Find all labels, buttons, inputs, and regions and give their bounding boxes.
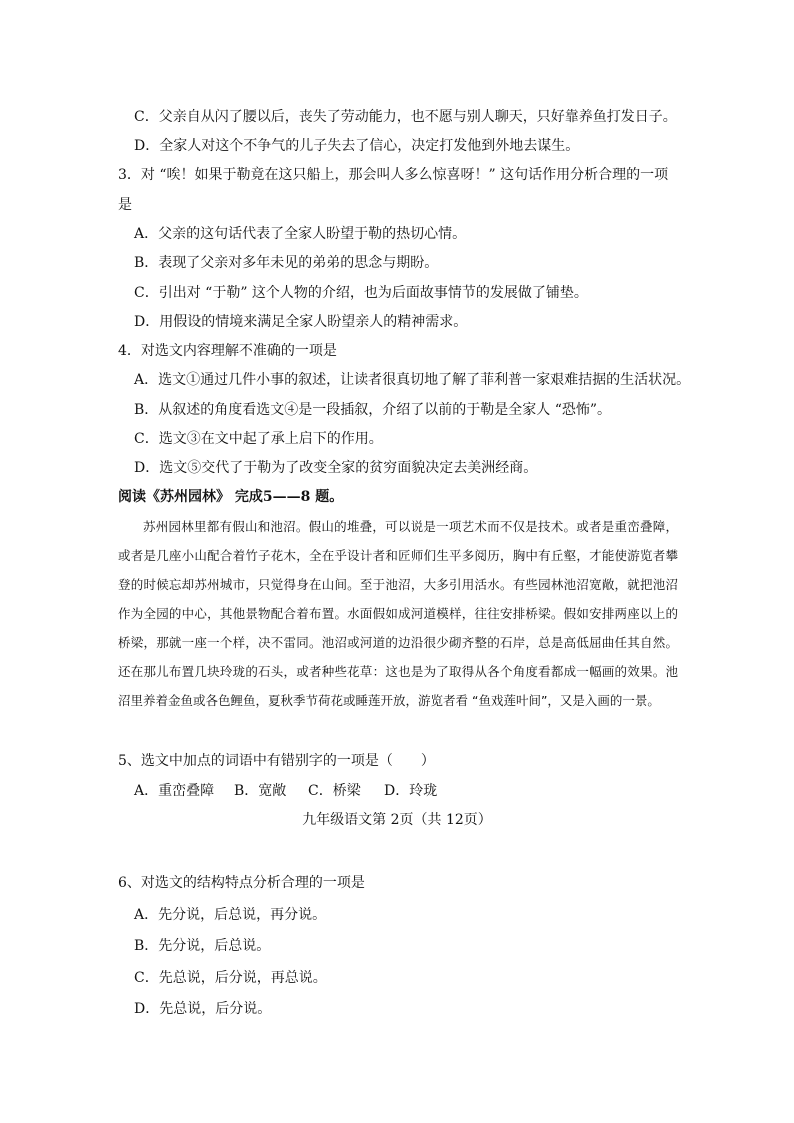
- passage: [118, 512, 678, 715]
- q6-option-c: C．先总说，后分说，再总说。: [134, 970, 327, 986]
- q4-option-b: B．从叙述的角度看选文④是一段插叙，介绍了以前的于勒是全家人 “恐怖”。: [134, 402, 612, 418]
- q6-option-a: A．先分说，后总说，再分说。: [134, 907, 327, 923]
- q4-option-c: C．选文③在文中起了承上启下的作用。: [134, 431, 383, 447]
- q3-stem-line1: 3．对 “唉！如果于勒竟在这只船上，那会叫人多么惊喜呀！” 这句话作用分析合理的一项: [118, 167, 669, 183]
- q4-stem: 4．对选文内容理解不准确的一项是: [118, 343, 337, 359]
- q5-options: [134, 781, 437, 801]
- q5-option-a: A．重峦叠障: [134, 783, 215, 799]
- q5-option-c: C．桥梁: [308, 783, 361, 799]
- q6-option-b: B．先分说，后总说。: [134, 938, 271, 954]
- q5-option-b: B．宽敞: [234, 783, 287, 799]
- q3-option-a: A．父亲的这句话代表了全家人盼望于勒的热切心情。: [134, 226, 467, 242]
- q4-option-a: A．选文①通过几件小事的叙述，让读者很真切地了解了菲利普一家艰难拮据的生活状况。: [134, 372, 691, 388]
- reading-heading: 阅读《苏州园林》 完成5——8 题。: [118, 489, 344, 505]
- q5-stem: 5、选文中加点的词语中有错别字的一项是（ ）: [118, 753, 435, 769]
- q3-option-b: B．表现了父亲对多年未见的弟弟的思念与期盼。: [134, 255, 439, 271]
- q2-option-d: D．全家人对这个不争气的儿子失去了信心，决定打发他到外地去谋生。: [134, 138, 580, 154]
- q6-stem: 6、对选文的结构特点分析合理的一项是: [118, 875, 365, 891]
- q3-option-d: D．用假设的情境来满足全家人盼望亲人的精神需求。: [134, 314, 468, 330]
- q4-option-d: D．选文⑤交代了于勒为了改变全家的贫穷面貌决定去美洲经商。: [134, 460, 538, 476]
- page-footer: 九年级语文第 2页（共 12页）: [302, 812, 492, 828]
- q3-stem-line2: 是: [118, 197, 132, 213]
- q2-option-c: C．父亲自从闪了腰以后，丧失了劳动能力，也不愿与别人聊天，只好靠养鱼打发日子。: [134, 109, 677, 125]
- q5-option-d: D．玲珑: [384, 783, 438, 799]
- passage-text: 苏州园林里都有假山和池沼。假山的堆叠，可以说是一项艺术而不仅是技术。或者是重峦叠障，或者是几座小山配合着竹子花木，全在乎设计者和匠师们生平多阅历，胸中有丘壑，才能使游览者攀登的时候忘却苏州城市，只觉得身在山间。至于池沼，大多引用活水。有些园林池沼宽敞，就把池沼作为全园的中心，其他景物配合着布置。水面假如成河道模样，往往安排桥梁。假如安排两座以上的桥梁，那就一座一个样，决不雷同。池沼或河道的边沿很少砌齐整的石岸，总是高低屈曲任其自然。还在那儿布置几块玲珑的石头，或者种些花草：这也是为了取得从各个角度看都成一幅画的效果。池沼里养着金鱼或各色鲤鱼，夏秋季节荷花或睡莲开放，游览者看 “鱼戏莲叶间”，又是入画的一景。: [118, 519, 678, 708]
- q3-option-c: C．引出对 “于勒” 这个人物的介绍，也为后面故事情节的发展做了铺垫。: [134, 285, 588, 301]
- q6-option-d: D．先总说，后分说。: [134, 1001, 272, 1017]
